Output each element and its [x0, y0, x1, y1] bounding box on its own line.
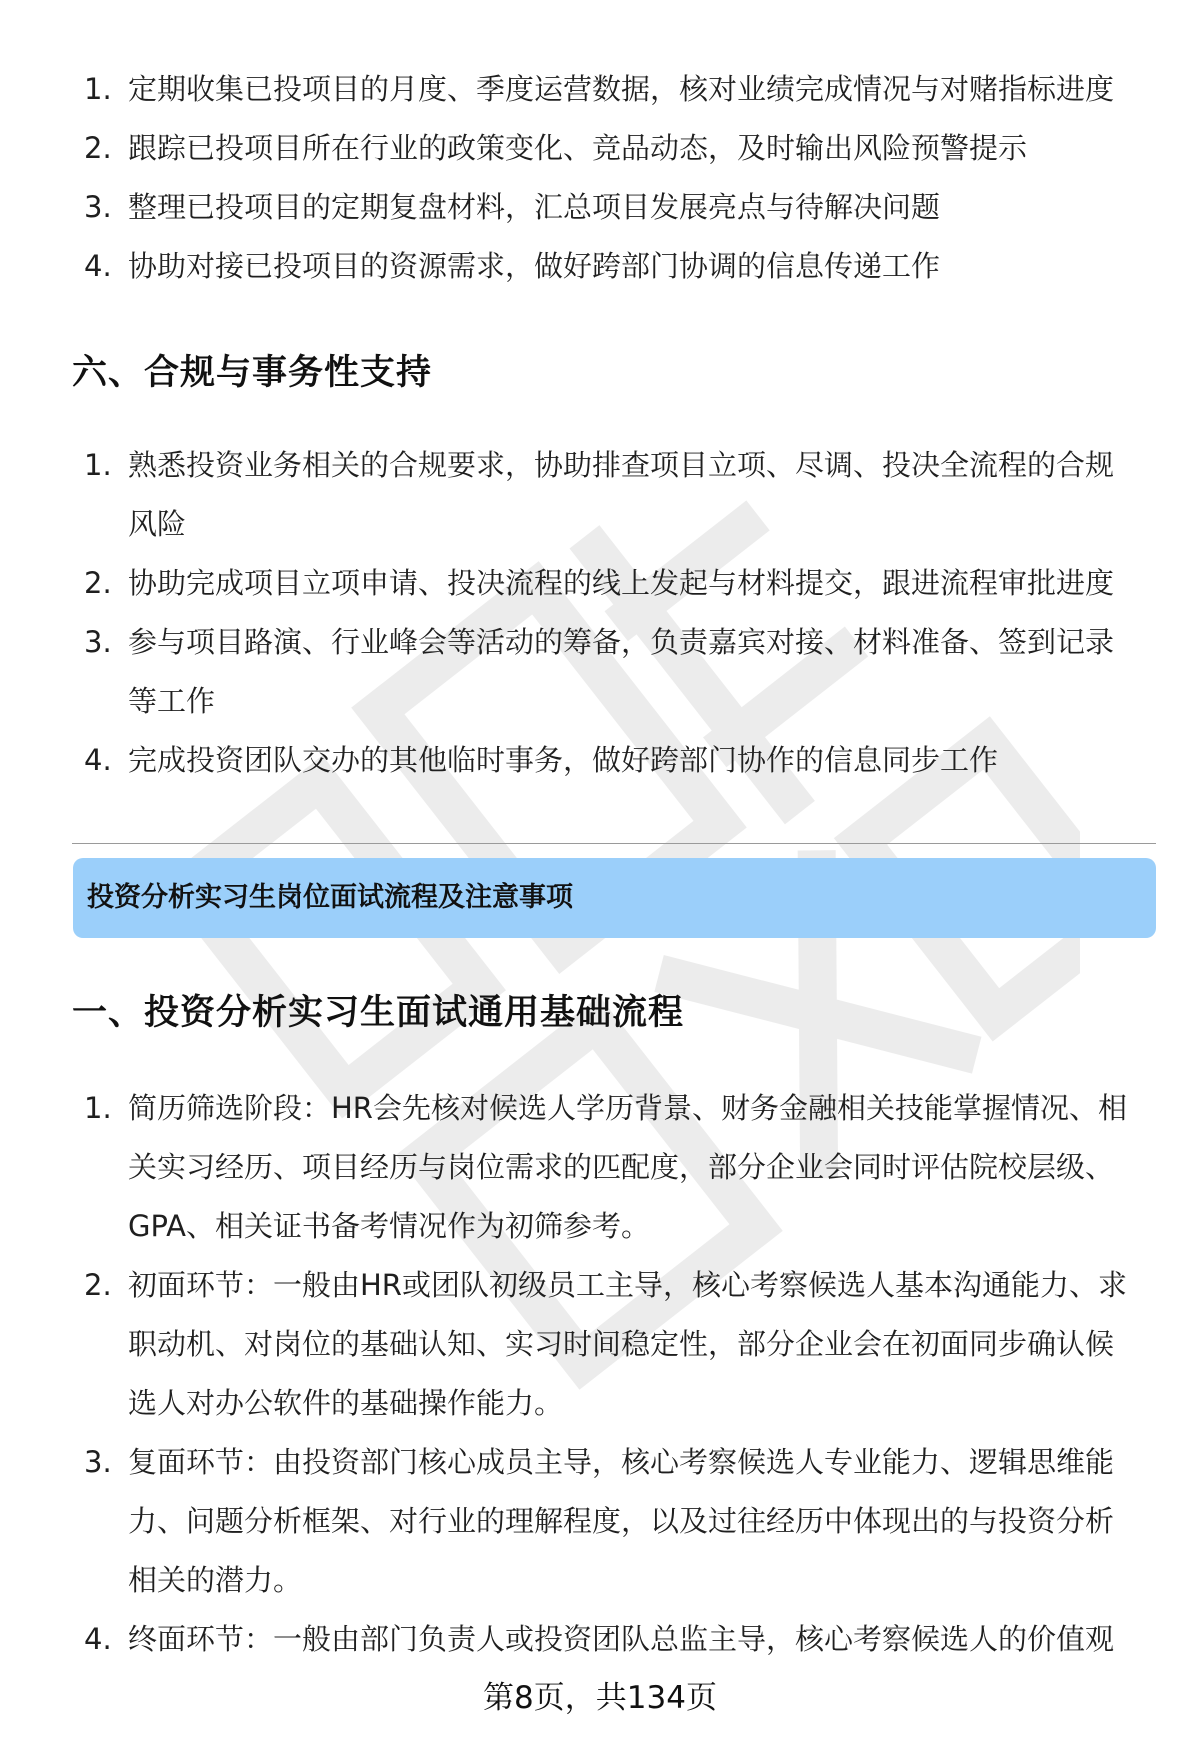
banner-title: 投资分析实习生岗位面试流程及注意事项 — [87, 882, 573, 913]
list-number: 3. — [84, 190, 112, 224]
list-text-continued: 关实习经历、项目经历与岗位需求的匹配度，部分企业会同时评估院校层级、 — [128, 1150, 1115, 1184]
list-text-continued: 选人对办公软件的基础操作能力。 — [128, 1386, 564, 1420]
list-text-continued: 相关的潜力。 — [128, 1563, 303, 1597]
list-number: 1. — [84, 1091, 112, 1125]
list-item — [0, 436, 1200, 554]
list-number: 2. — [84, 131, 112, 165]
interview-flow-list — [0, 1079, 1200, 1669]
section-heading-interview-flow: 一、投资分析实习生面试通用基础流程 — [72, 993, 685, 1033]
list-text-continued: 职动机、对岗位的基础认知、实习时间稳定性，部分企业会在初面同步确认候 — [128, 1327, 1115, 1361]
list-text-continued: 风险 — [128, 507, 187, 541]
list-item — [0, 1079, 1200, 1256]
chapter-banner — [73, 858, 1156, 938]
list-item — [0, 119, 1200, 178]
ongoing-list — [0, 60, 1200, 296]
list-number: 4. — [84, 1622, 112, 1656]
list-number: 1. — [84, 72, 112, 106]
list-text: 跟踪已投项目所在行业的政策变化、竞品动态，及时输出风险预警提示 — [128, 131, 1028, 165]
page-number: 第8页，共134页 — [483, 1680, 717, 1716]
list-item — [0, 731, 1200, 790]
list-number: 3. — [84, 1445, 112, 1479]
list-item — [0, 1610, 1200, 1669]
list-number: 3. — [84, 625, 112, 659]
list-item — [0, 613, 1200, 731]
section-divider — [72, 843, 1156, 844]
list-text: 完成投资团队交办的其他临时事务，做好跨部门协作的信息同步工作 — [128, 743, 999, 777]
list-item — [0, 1433, 1200, 1610]
list-text: 协助对接已投项目的资源需求，做好跨部门协调的信息传递工作 — [128, 249, 941, 283]
list-item — [0, 554, 1200, 613]
list-item — [0, 60, 1200, 119]
list-text: 复面环节：由投资部门核心成员主导，核心考察候选人专业能力、逻辑思维能 — [128, 1445, 1115, 1479]
list-text: 定期收集已投项目的月度、季度运营数据，核对业绩完成情况与对赌指标进度 — [128, 72, 1115, 106]
list-text-continued: GPA、相关证书备考情况作为初筛参考。 — [128, 1209, 650, 1243]
compliance-list — [0, 436, 1200, 790]
section-heading-compliance: 六、合规与事务性支持 — [72, 353, 433, 393]
list-number: 1. — [84, 448, 112, 482]
list-text: 协助完成项目立项申请、投决流程的线上发起与材料提交，跟进流程审批进度 — [128, 566, 1115, 600]
list-number: 4. — [84, 743, 112, 777]
list-number: 2. — [84, 566, 112, 600]
list-text-continued: 等工作 — [128, 684, 216, 718]
list-text: 终面环节：一般由部门负责人或投资团队总监主导，核心考察候选人的价值观 — [128, 1622, 1115, 1656]
list-item — [0, 1256, 1200, 1433]
list-number: 4. — [84, 249, 112, 283]
list-text-continued: 力、问题分析框架、对行业的理解程度，以及过往经历中体现出的与投资分析 — [128, 1504, 1115, 1538]
list-text: 简历筛选阶段：HR会先核对候选人学历背景、财务金融相关技能掌握情况、相 — [128, 1091, 1127, 1125]
list-text: 初面环节：一般由HR或团队初级员工主导，核心考察候选人基本沟通能力、求 — [128, 1268, 1127, 1302]
list-number: 2. — [84, 1268, 112, 1302]
list-item — [0, 237, 1200, 296]
list-text: 参与项目路演、行业峰会等活动的筹备，负责嘉宾对接、材料准备、签到记录 — [128, 625, 1115, 659]
list-text: 熟悉投资业务相关的合规要求，协助排查项目立项、尽调、投决全流程的合规 — [128, 448, 1115, 482]
list-text: 整理已投项目的定期复盘材料，汇总项目发展亮点与待解决问题 — [128, 190, 941, 224]
list-item — [0, 178, 1200, 237]
